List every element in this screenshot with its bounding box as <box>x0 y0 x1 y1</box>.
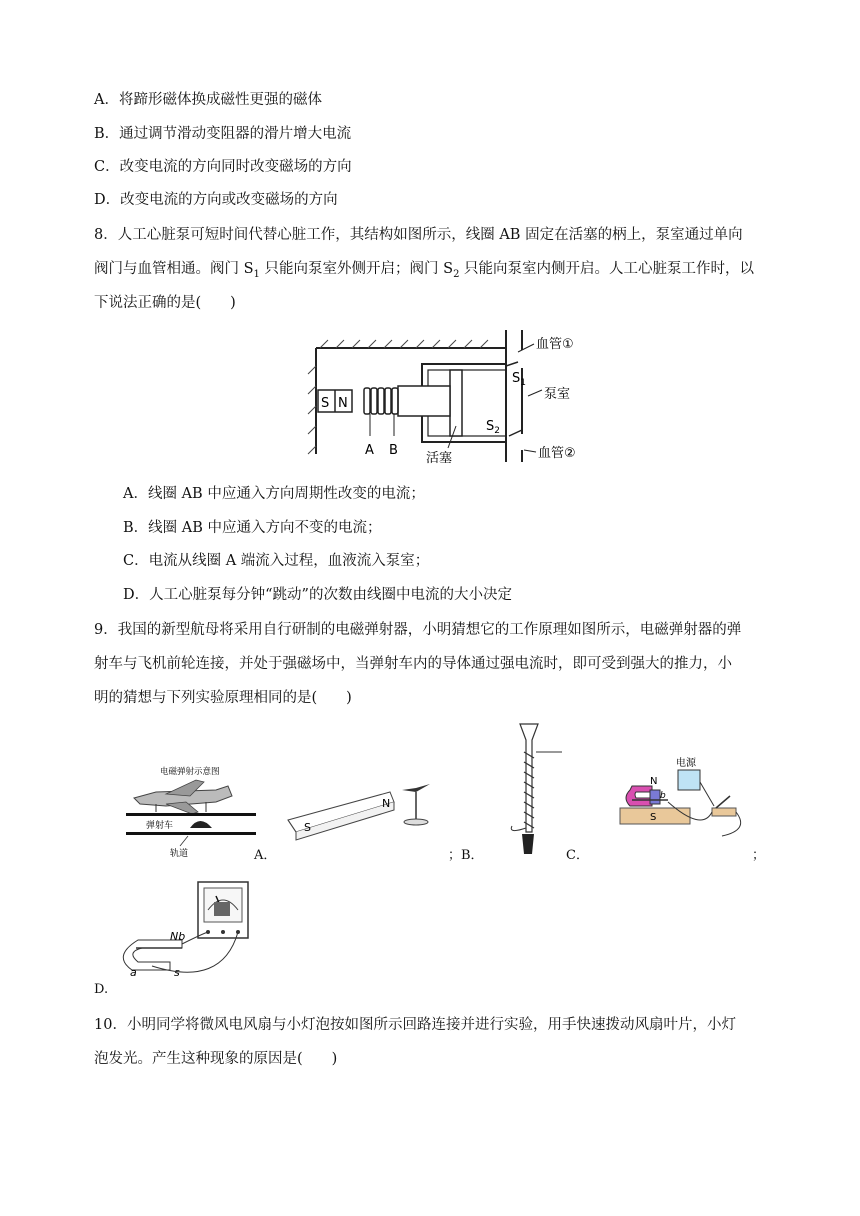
galvanometer-figure <box>112 878 252 978</box>
q7-option-b: B．通过调节滑动变阻器的滑片增大电流 <box>94 126 352 142</box>
q7-option-d: D．改变电流的方向或改变磁场的方向 <box>94 192 338 208</box>
option-b-label: ；B． <box>448 848 484 863</box>
subscript: 1 <box>253 268 260 280</box>
d-n-text: N <box>170 930 179 943</box>
q8-text: 只能向泵室外侧开启；阀门 S <box>259 261 454 277</box>
d-n-label <box>170 930 185 943</box>
d-s-label: s <box>174 966 180 978</box>
c-b-label: b <box>660 791 666 801</box>
q8-text: 只能向泵室内侧开启。人工心脏泵工作时，以 <box>459 261 755 277</box>
s2-text: S <box>486 419 495 434</box>
q8-stem-line2 <box>94 259 754 285</box>
subscript: 2 <box>453 268 460 280</box>
heart-pump-figure <box>306 326 606 466</box>
bar-magnet-figure <box>284 776 444 846</box>
catapult-title: 电磁弹射示意图 <box>160 767 220 777</box>
q9-stem-line1: 9．我国的新型航母将采用自行研制的电磁弹射器，小明猜想它的工作原理如图所示，电磁弹射器的弹 <box>94 622 742 638</box>
option-c-label: C． <box>566 848 589 863</box>
s1-sub: 1 <box>520 378 526 388</box>
d-a-label: a <box>130 966 137 978</box>
magnet-s-label: S <box>304 821 311 834</box>
c-n-label: N <box>650 776 658 787</box>
magnet-n-label: N <box>382 797 391 810</box>
d-b-text: b <box>178 930 186 943</box>
s1-label <box>512 371 526 388</box>
q7-option-a: A．将蹄形磁体换成磁性更强的磁体 <box>94 92 322 108</box>
magnet-n-label: N <box>338 396 348 411</box>
magnet-s-label: S <box>321 396 330 411</box>
chamber-label: 泵室 <box>544 387 571 402</box>
q9-stem-line2: 射车与飞机前轮连接，并处于强磁场中，当弹射车内的导体通过强电流时，即可受到强大的推力，小 <box>94 656 732 672</box>
track-label: 轨道 <box>170 849 189 859</box>
q8-stem-line3: 下说法正确的是( ) <box>94 295 236 311</box>
option-d-label: D. <box>94 982 109 997</box>
option-c-end: ； <box>752 848 766 863</box>
q10-stem-line1: 10．小明同学将微风电风扇与小灯泡按如图所示回路连接并进行实验，用手快速拨动风扇叶片，小灯 <box>94 1017 736 1033</box>
cart-label: 弹射车 <box>146 821 174 831</box>
s2-label <box>486 419 500 436</box>
coil-a-label: A <box>365 443 374 458</box>
catapult-figure <box>126 762 256 862</box>
piston-label: 活塞 <box>426 451 453 466</box>
c-s-label: S <box>650 812 657 823</box>
vessel1-label: 血管① <box>536 337 574 352</box>
hanging-coil-figure <box>506 722 566 862</box>
vessel2-label: 血管② <box>538 446 576 461</box>
q9-stem-line3: 明的猜想与下列实验原理相同的是( ) <box>94 690 352 706</box>
coil-b-label: B <box>389 443 398 458</box>
q8-option-b: B．线圈 AB 中应通入方向不变的电流； <box>123 520 382 536</box>
q8-stem-line1: 8．人工心脏泵可短时间代替心脏工作，其结构如图所示，线圈 AB 固定在活塞的柄上，泵室通过单向 <box>94 227 743 243</box>
option-a-label: A． <box>254 848 277 863</box>
s2-sub: 2 <box>494 426 500 436</box>
q8-option-d: D．人工心脏泵每分钟“跳动”的次数由线圈中电流的大小决定 <box>123 587 512 603</box>
q8-option-a: A．线圈 AB 中应通入方向周期性改变的电流； <box>123 486 425 502</box>
power-label: 电源 <box>676 758 696 769</box>
q10-stem-line2: 泡发光。产生这种现象的原因是( ) <box>94 1051 338 1067</box>
q8-option-c: C．电流从线圈 A 端流入过程，血液流入泵室； <box>123 553 430 569</box>
s1-text: S <box>512 371 521 386</box>
q7-option-c: C．改变电流的方向同时改变磁场的方向 <box>94 159 352 175</box>
motor-principle-figure <box>612 750 752 838</box>
q8-text: 阀门与血管相通。阀门 S <box>94 261 254 277</box>
